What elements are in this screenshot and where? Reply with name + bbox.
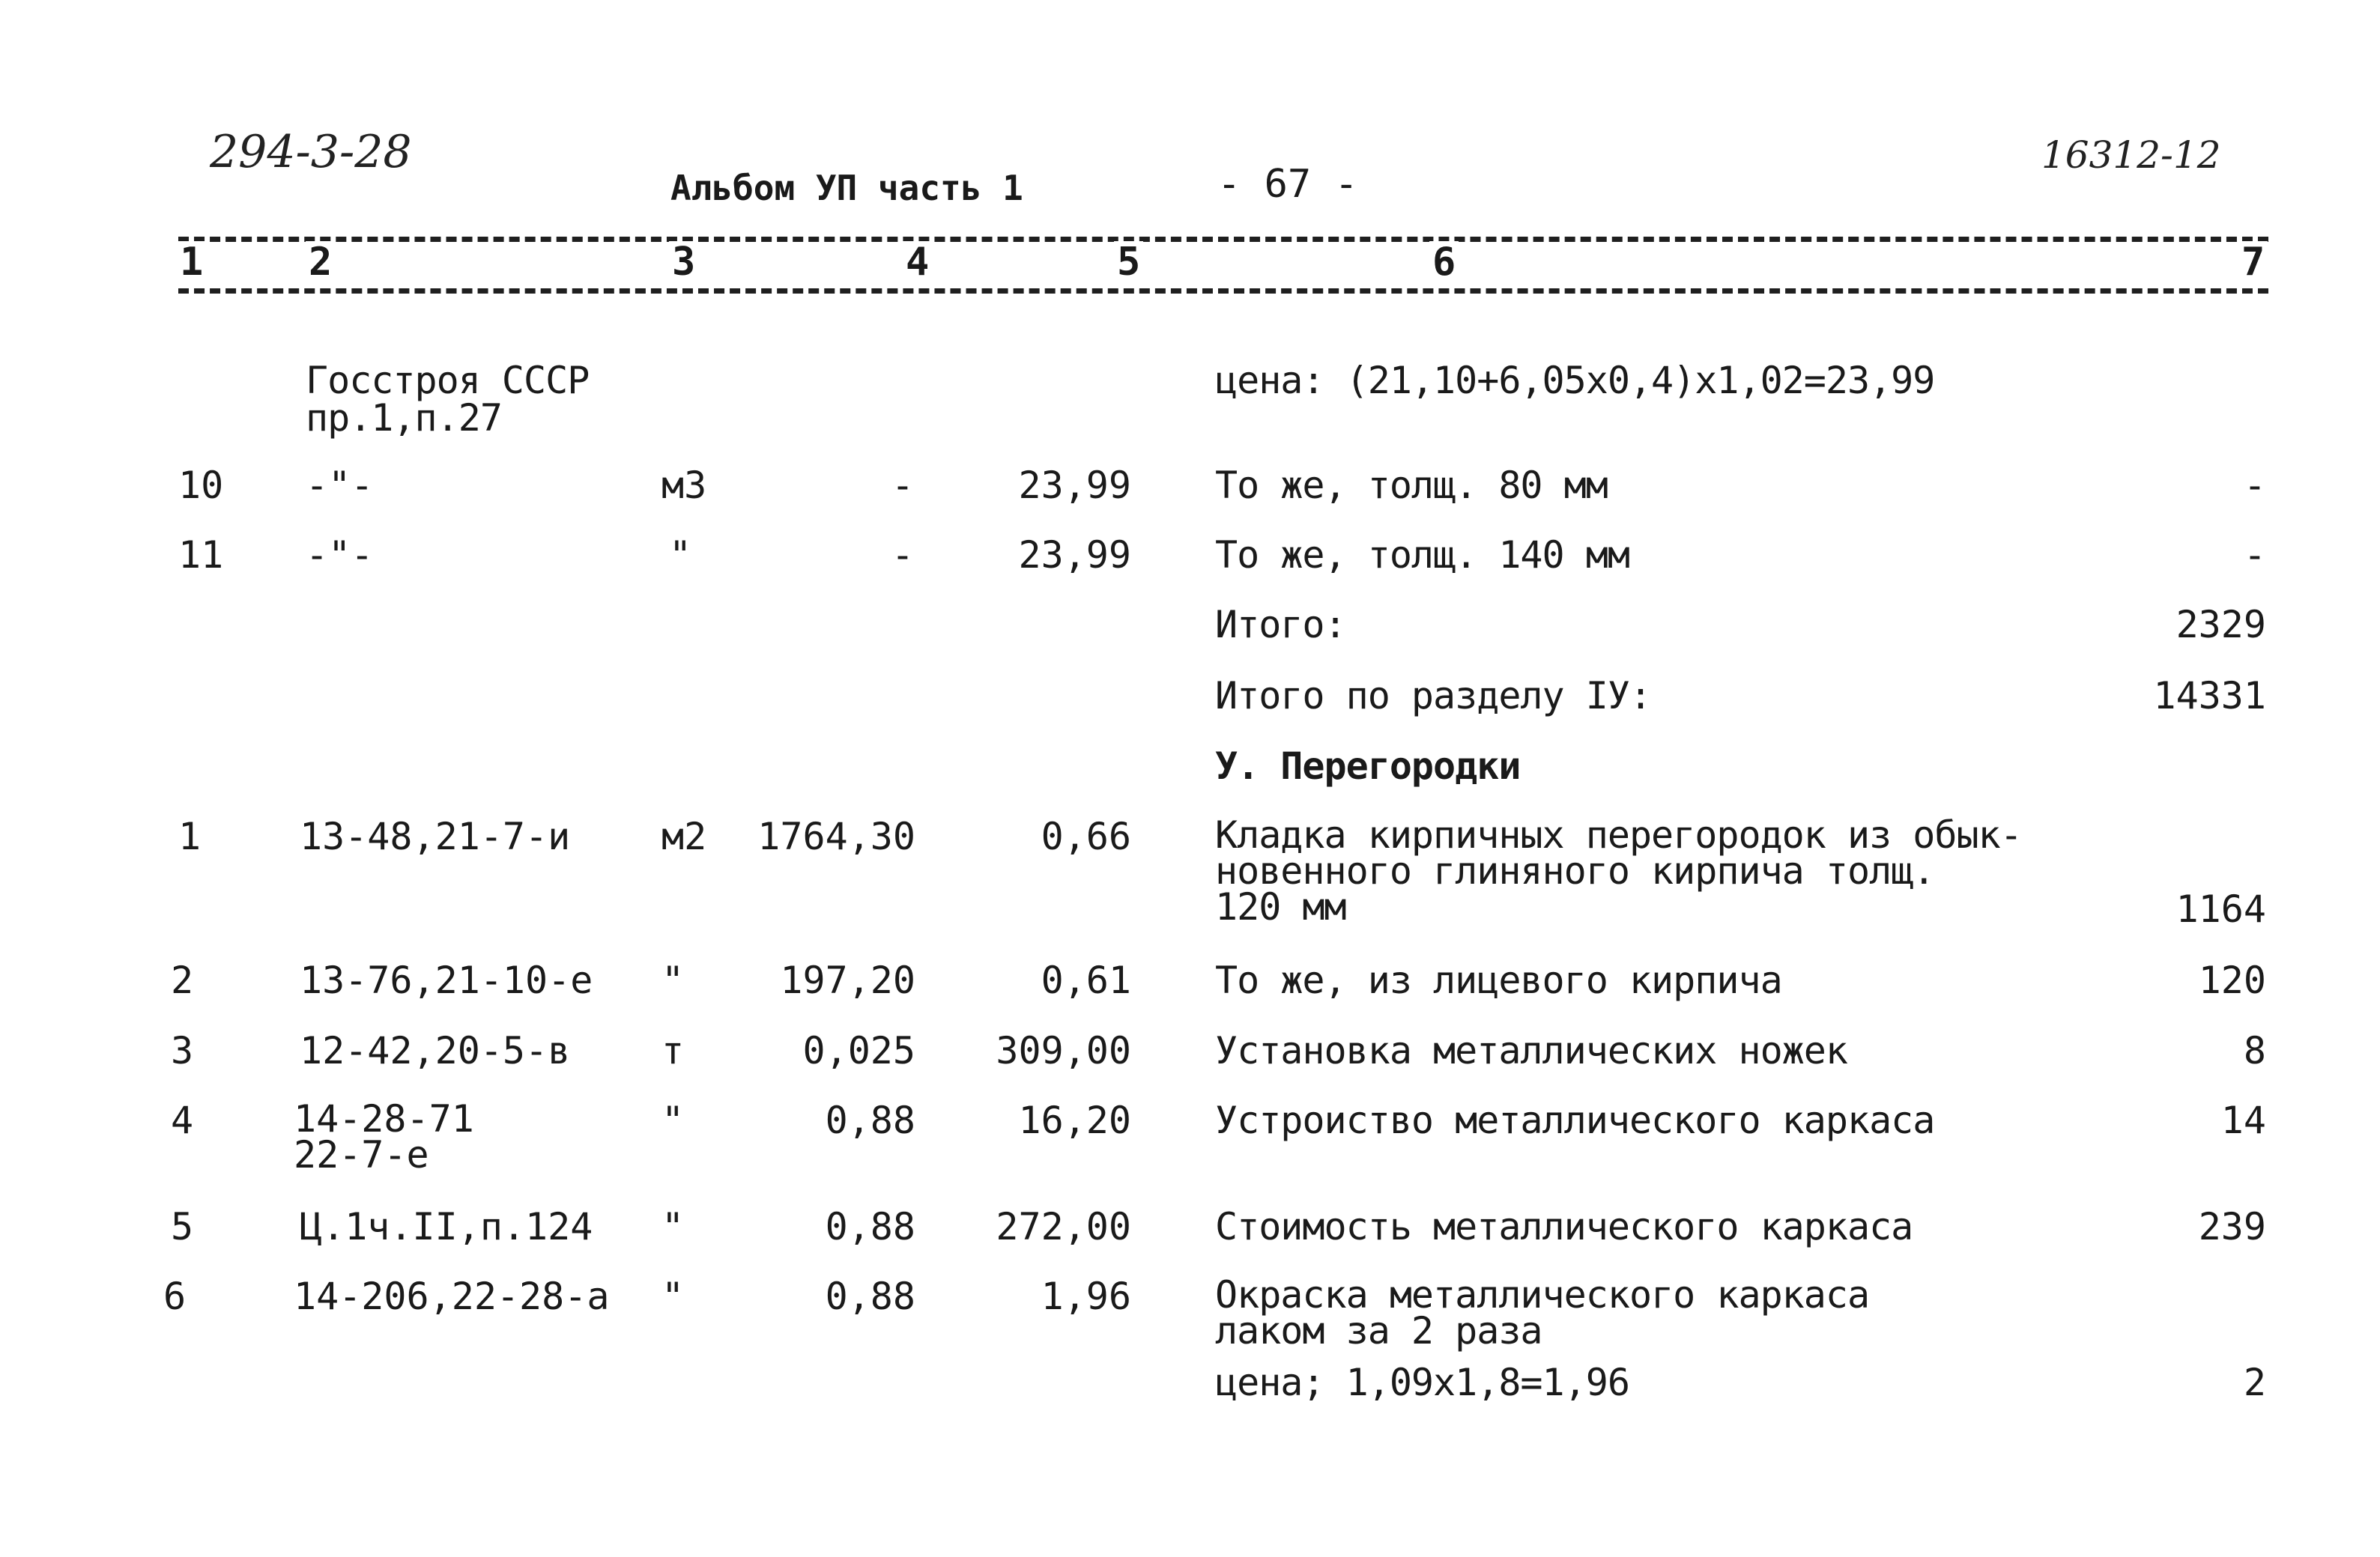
row-reference: 13-76,21-10-е	[300, 959, 593, 1002]
row-number: 2	[171, 959, 194, 1002]
subtotal-value: 2329	[2175, 603, 2266, 646]
final-price-formula: цена; 1,09x1,8=1,96	[1215, 1361, 1629, 1404]
row-quantity: 0,88	[825, 1275, 915, 1318]
header-rule-bottom	[178, 288, 2268, 294]
column-number-7: 7	[2238, 241, 2268, 283]
column-number-6: 6	[1429, 241, 1459, 283]
subtotal-label: Итого:	[1215, 603, 1346, 646]
row-unit: "	[661, 1205, 685, 1248]
header-rule-top	[178, 237, 2268, 242]
row-unit-price: 309,00	[996, 1029, 1131, 1072]
row-quantity: 0,025	[802, 1029, 915, 1072]
final-total: 2	[2243, 1361, 2266, 1404]
row-reference: Ц.1ч.II,п.124	[300, 1205, 593, 1248]
row-unit: "	[661, 959, 685, 1002]
column-number-5: 5	[1114, 241, 1143, 283]
row-unit: "	[661, 1099, 685, 1142]
row-unit-price: 16,20	[1018, 1099, 1131, 1142]
row-reference: -"-	[306, 464, 374, 507]
row-description: Устроиство металлического каркаса	[1215, 1099, 1935, 1142]
row-reference: -"-	[306, 533, 374, 577]
album-title: Альбом УП часть 1	[670, 168, 1023, 208]
row-description: Окраска металлического каркаса лаком за 2 раза	[1215, 1273, 1870, 1353]
row-unit: м3	[661, 464, 707, 507]
row-description: То же, толщ. 140 мм	[1215, 533, 1629, 577]
document-code: 294-3-28	[210, 126, 412, 178]
row-description: То же, толщ. 80 мм	[1215, 464, 1608, 507]
row-total: 120	[2198, 959, 2266, 1002]
row-unit: "	[669, 533, 692, 577]
section-total-label: Итого по разделу IУ:	[1215, 674, 1652, 717]
row-quantity: -	[891, 533, 914, 577]
row-total: -	[2243, 533, 2266, 577]
registration-number: 16312-12	[2041, 133, 2221, 177]
row-unit-price: 1,96	[1041, 1275, 1131, 1318]
row-quantity: 0,88	[825, 1099, 915, 1142]
row-quantity: 0,88	[825, 1205, 915, 1248]
reference-line-1: Госстроя СССР	[306, 359, 590, 402]
row-description: То же, из лицевого кирпича	[1215, 959, 1782, 1002]
section-total-value: 14331	[2153, 674, 2266, 717]
row-unit-price: 0,66	[1041, 815, 1131, 858]
row-unit: м2	[661, 815, 707, 858]
row-total: 239	[2198, 1205, 2266, 1248]
row-description: Установка металлических ножек	[1215, 1029, 1847, 1072]
section-title: У. Перегородки	[1215, 744, 1521, 788]
column-number-3: 3	[669, 241, 698, 283]
row-number: 10	[178, 464, 224, 507]
row-unit-price: 272,00	[996, 1205, 1131, 1248]
row-description: Кладка кирпичных перегородок из обык- новенного глиняного кирпича толщ. 120 мм	[1215, 813, 2022, 929]
row-reference: 13-48,21-7-и	[300, 815, 571, 858]
row-total: 14	[2220, 1099, 2266, 1142]
row-total: 8	[2243, 1029, 2266, 1072]
row-unit-price: 23,99	[1018, 533, 1131, 577]
row-quantity: 197,20	[780, 959, 915, 1002]
column-number-4: 4	[903, 241, 932, 283]
row-unit-price: 23,99	[1018, 464, 1131, 507]
row-reference: 14-206,22-28-а	[294, 1275, 610, 1318]
row-number: 4	[171, 1099, 194, 1142]
row-number: 5	[171, 1205, 194, 1248]
column-number-1: 1	[177, 241, 206, 283]
row-description: Стоимость металлического каркаса	[1215, 1205, 1913, 1248]
row-number: 6	[163, 1275, 187, 1318]
row-unit-price: 0,61	[1041, 959, 1131, 1002]
row-number: 3	[171, 1029, 194, 1072]
page-number: - 67 -	[1217, 162, 1358, 207]
row-number: 11	[178, 533, 224, 577]
row-total: 1164	[2175, 887, 2266, 931]
price-formula: цена: (21,10+6,05x0,4)x1,02=23,99	[1215, 359, 1935, 402]
column-number-2: 2	[306, 241, 335, 283]
row-reference: 14-28-71 22-7-е	[294, 1097, 474, 1177]
reference-line-2: пр.1,п.27	[306, 396, 502, 440]
row-quantity: 1764,30	[757, 815, 915, 858]
row-number: 1	[178, 815, 202, 858]
row-total: -	[2243, 464, 2266, 507]
row-unit: т	[661, 1029, 685, 1072]
row-unit: "	[661, 1275, 685, 1318]
row-reference: 12-42,20-5-в	[300, 1029, 571, 1072]
row-quantity: -	[891, 464, 914, 507]
